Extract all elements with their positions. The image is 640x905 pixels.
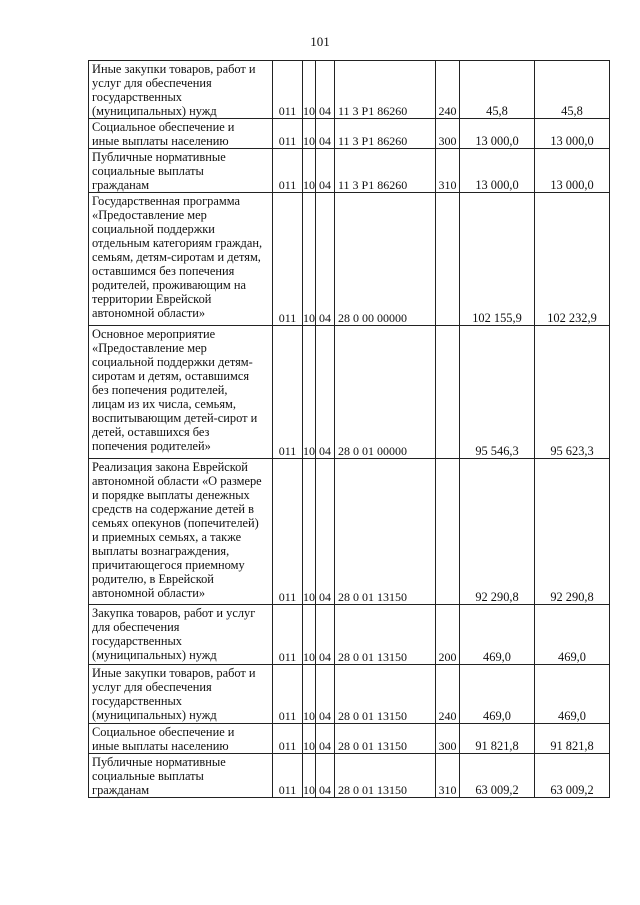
target-article-code: 11 3 Р1 86260 [335, 61, 436, 119]
amount-year-2: 13 000,0 [535, 119, 610, 149]
amount-year-1: 91 821,8 [460, 724, 535, 754]
row-name [89, 149, 273, 193]
amount-year-1: 95 546,3 [460, 326, 535, 459]
row-name-line: лицам из их числа, семьям, [92, 397, 236, 411]
amount-year-1: 13 000,0 [460, 119, 535, 149]
row-name-line: Реализация закона Еврейской [92, 460, 248, 474]
section-code: 10 [303, 459, 316, 605]
target-article-code: 11 3 Р1 86260 [335, 119, 436, 149]
amount-year-1: 45,8 [460, 61, 535, 119]
table-row [89, 665, 610, 724]
row-name-line: Публичные нормативные [92, 150, 226, 164]
subsection-code: 04 [316, 665, 335, 724]
target-article-code: 28 0 01 13150 [335, 754, 436, 798]
row-name-line: отдельным категориям граждан, [92, 236, 263, 250]
row-name-line: социальной поддержки [92, 222, 215, 236]
row-name-line: сиротам и детям, оставшимся [92, 369, 250, 383]
target-article-code: 28 0 01 13150 [335, 605, 436, 665]
amount-year-2: 92 290,8 [535, 459, 610, 605]
row-name-line: автономной области» [92, 586, 206, 600]
page-number: 101 [310, 34, 330, 49]
section-code: 10 [303, 193, 316, 326]
row-name [89, 119, 273, 149]
table-row [89, 61, 610, 119]
row-name-line: семьям, детям-сиротам и детям, [92, 250, 261, 264]
row-name [89, 754, 273, 798]
row-name-line: причитающегося приемному [92, 558, 245, 572]
row-name-line: социальной поддержки детям- [92, 355, 253, 369]
target-article-code: 28 0 01 13150 [335, 724, 436, 754]
row-name-line: «Предоставление мер [92, 208, 207, 222]
expense-type-code: 300 [436, 724, 460, 754]
row-name-line: социальные выплаты [92, 164, 204, 178]
target-article-code: 28 0 00 00000 [335, 193, 436, 326]
row-name-line: воспитывающим детей-сирот и [92, 411, 258, 425]
row-name-line: автономной области» [92, 306, 206, 320]
amount-year-2: 13 000,0 [535, 149, 610, 193]
expense-type-code [436, 459, 460, 605]
table-row [89, 754, 610, 798]
table-row [89, 149, 610, 193]
ministry-code: 011 [273, 605, 303, 665]
subsection-code: 04 [316, 459, 335, 605]
row-name-line: иные выплаты населению [92, 134, 229, 148]
row-name-line: автономной области «О размере [92, 474, 262, 488]
section-code: 10 [303, 605, 316, 665]
amount-year-2: 91 821,8 [535, 724, 610, 754]
amount-year-2: 63 009,2 [535, 754, 610, 798]
amount-year-2: 45,8 [535, 61, 610, 119]
subsection-code: 04 [316, 119, 335, 149]
expense-type-code [436, 193, 460, 326]
row-name-line: (муниципальных) нужд [92, 648, 217, 662]
expense-type-code: 310 [436, 754, 460, 798]
row-name-line: гражданам [92, 783, 150, 797]
ministry-code: 011 [273, 119, 303, 149]
expense-type-code [436, 326, 460, 459]
expense-type-code: 240 [436, 61, 460, 119]
row-name-line: услуг для обеспечения [92, 680, 212, 694]
ministry-code: 011 [273, 326, 303, 459]
section-code: 10 [303, 754, 316, 798]
subsection-code: 04 [316, 149, 335, 193]
subsection-code: 04 [316, 754, 335, 798]
row-name-line: и порядке выплаты денежных [92, 488, 250, 502]
row-name [89, 459, 273, 605]
section-code: 10 [303, 326, 316, 459]
row-name-line: Закупка товаров, работ и услуг [92, 606, 256, 620]
ministry-code: 011 [273, 724, 303, 754]
ministry-code: 011 [273, 61, 303, 119]
amount-year-1: 102 155,9 [460, 193, 535, 326]
budget-table [88, 60, 610, 798]
section-code: 10 [303, 149, 316, 193]
row-name-line: государственных [92, 90, 183, 104]
amount-year-2: 469,0 [535, 665, 610, 724]
amount-year-1: 13 000,0 [460, 149, 535, 193]
amount-year-2: 469,0 [535, 605, 610, 665]
row-name [89, 724, 273, 754]
row-name-line: родителю, в Еврейской [92, 572, 214, 586]
row-name [89, 326, 273, 459]
row-name-line: государственных [92, 634, 183, 648]
amount-year-2: 102 232,9 [535, 193, 610, 326]
expense-type-code: 310 [436, 149, 460, 193]
section-code: 10 [303, 119, 316, 149]
row-name-line: услуг для обеспечения [92, 76, 212, 90]
table-row [89, 605, 610, 665]
row-name-line: «Предоставление мер [92, 341, 207, 355]
row-name-line: для обеспечения [92, 620, 180, 634]
row-name-line: Государственная программа [92, 194, 240, 208]
amount-year-1: 469,0 [460, 605, 535, 665]
row-name-line: и приемных семьях, а также [92, 530, 242, 544]
expense-type-code: 200 [436, 605, 460, 665]
section-code: 10 [303, 61, 316, 119]
row-name-line: средств на содержание детей в [92, 502, 254, 516]
section-code: 10 [303, 724, 316, 754]
amount-year-2: 95 623,3 [535, 326, 610, 459]
row-name-line: Социальное обеспечение и [92, 725, 235, 739]
ministry-code: 011 [273, 665, 303, 724]
row-name-line: попечения родителей» [92, 439, 211, 453]
target-article-code: 11 3 Р1 86260 [335, 149, 436, 193]
row-name-line: без попечения родителей, [92, 383, 228, 397]
row-name-line: выплаты вознаграждения, [92, 544, 230, 558]
row-name-line: оставшимся без попечения [92, 264, 235, 278]
ministry-code: 011 [273, 754, 303, 798]
row-name-line: Публичные нормативные [92, 755, 226, 769]
target-article-code: 28 0 01 00000 [335, 326, 436, 459]
ministry-code: 011 [273, 459, 303, 605]
row-name-line: Основное мероприятие [92, 327, 216, 341]
section-code: 10 [303, 665, 316, 724]
row-name-line: социальные выплаты [92, 769, 204, 783]
row-name-line: государственных [92, 694, 183, 708]
expense-type-code: 240 [436, 665, 460, 724]
amount-year-1: 469,0 [460, 665, 535, 724]
subsection-code: 04 [316, 605, 335, 665]
row-name [89, 605, 273, 665]
row-name-line: детей, оставшихся без [92, 425, 210, 439]
subsection-code: 04 [316, 61, 335, 119]
row-name [89, 193, 273, 326]
row-name [89, 61, 273, 119]
table-row [89, 724, 610, 754]
table-row [89, 193, 610, 326]
row-name-line: гражданам [92, 178, 150, 192]
amount-year-1: 92 290,8 [460, 459, 535, 605]
table-row [89, 459, 610, 605]
expense-type-code: 300 [436, 119, 460, 149]
target-article-code: 28 0 01 13150 [335, 665, 436, 724]
row-name-line: родителей, проживающим на [92, 278, 246, 292]
table-row [89, 119, 610, 149]
row-name-line: Иные закупки товаров, работ и [92, 666, 256, 680]
subsection-code: 04 [316, 326, 335, 459]
row-name-line: иные выплаты населению [92, 739, 229, 753]
table-row [89, 326, 610, 459]
subsection-code: 04 [316, 724, 335, 754]
subsection-code: 04 [316, 193, 335, 326]
row-name-line: (муниципальных) нужд [92, 708, 217, 722]
row-name-line: (муниципальных) нужд [92, 104, 217, 118]
ministry-code: 011 [273, 149, 303, 193]
amount-year-1: 63 009,2 [460, 754, 535, 798]
target-article-code: 28 0 01 13150 [335, 459, 436, 605]
ministry-code: 011 [273, 193, 303, 326]
row-name [89, 665, 273, 724]
row-name-line: семьях опекунов (попечителей) [92, 516, 259, 530]
row-name-line: Социальное обеспечение и [92, 120, 235, 134]
row-name-line: Иные закупки товаров, работ и [92, 62, 256, 76]
row-name-line: территории Еврейской [92, 292, 212, 306]
